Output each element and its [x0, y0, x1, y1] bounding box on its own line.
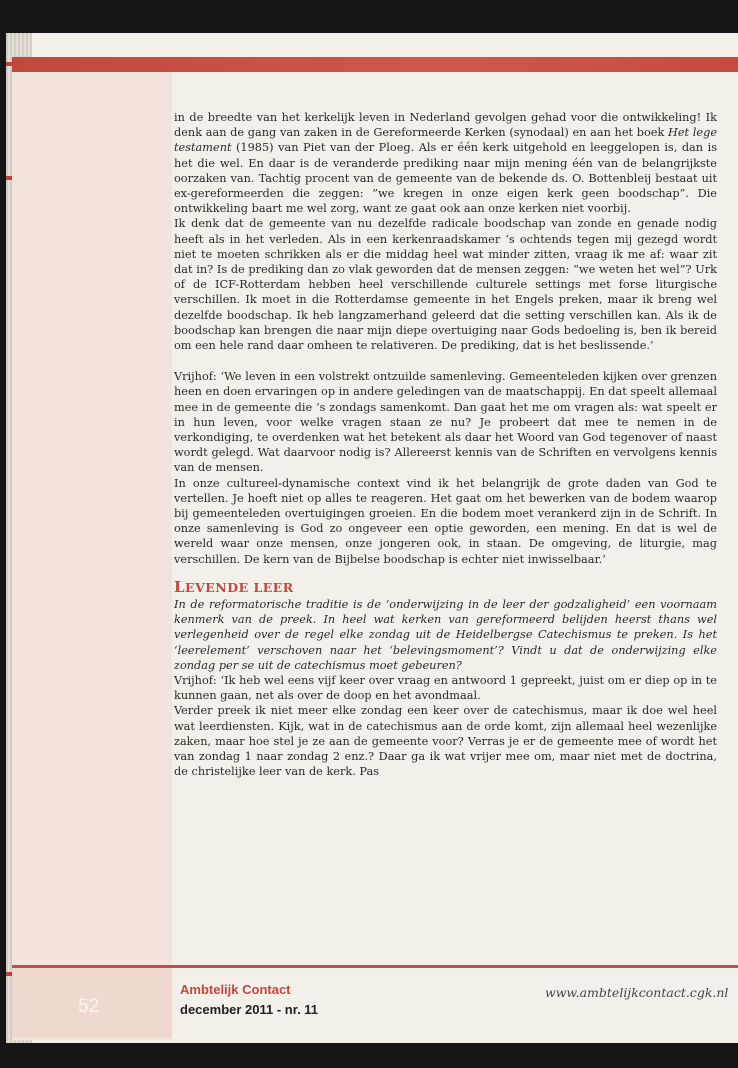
paragraph: Vrijhof: ‘Ik heb wel eens vijf keer over vraag en antwoord 1 gepreekt, juist om er diep op in te kunnen gaan, net als over de doop en het avondmaal.	[174, 673, 717, 703]
magazine-name: Ambtelijk Contact	[180, 982, 291, 997]
paragraph: Vrijhof: ‘We leven in een volstrekt ontzuilde samenleving. Gemeenteleden kijken over grenzen heen en doen ervaringen op in andere geledingen van de maatschappij. En dat speelt allemaal mee in de gemeente die ‘s zondags samenkomt. Dan gaat het me om vragen als: wat speelt er in hun leven, voor welke vragen staan ze nu? Je probeert dat mee te nemen in de verkondiging, te overdenken wat het betekent als daar het Woord van God tegenover of naast wordt gelegd. Wat daarvoor nodig is? Allereerst kennis van de Schriften en vervolgens kennis van de mensen.	[174, 370, 717, 475]
issue-label: december 2011 - nr. 11	[180, 1002, 319, 1017]
article-body	[174, 110, 717, 779]
interview-question: In de reformatorische traditie is de ‘onderwijzing in de leer der godzaligheid’ een voornaam kenmerk van de preek. In heel wat kerken van gereformeerd belijden heerst thans wel verlegenheid over de regel elke zondag uit de Heidelbergse Catechismus te preken. Is het ‘leerelement’ verschoven naar het ‘belevingsmoment’? Vindt u dat de onderwijzing elke zondag per se uit de catechismus moet gebeuren?	[174, 597, 717, 672]
page-number: 52	[78, 996, 100, 1017]
paragraph: Ik denk dat de gemeente van nu dezelfde radicale boodschap van zonde en genade nodig heeft als in het verleden. Als in een kerkenraadskamer ‘s ochtends tegen mij gezegd wordt niet te moeten schrikken als er die middag heel wat minder zitten, vraag ik me af: waar zit dat in? Is de prediking dan zo vlak geworden dat de mensen zeggen: “we weten het wel”? Urk of de ICF-Rotterdam hebben heel verschillende culturele settings met forse liturgische verschillen. Ik moet in die Rotterdamse gemeente in het Engels preken, maar ik breng wel dezelfde boodschap. Ik heb langzamerhand geleerd dat die setting verschillen kan. Als ik de boodschap kan brengen die naar mijn diepe overtuiging naar Gods bedoeling is, ben ik bereid om een hele rand daar omheen te relativeren. De prediking, dat is het beslissende.’	[174, 217, 717, 353]
paragraph: in de breedte van het kerkelijk leven in Nederland gevolgen gehad voor die ontwikkeling! Ik denk aan de gang van zaken in de Gereformeerde Kerken (synodaal) en aan het boek Het lege testament (1985) van Piet van der Ploeg. Als er één kerk uitgehold en leeggelopen is, dan is het die wel. En daar is de veranderde prediking naar mijn mening één van de belangrijkste oorzaken van. Tachtig procent van de gemeente van de bekende ds. O. Bottenbleij bestaat uit ex-gereformeerden die zeggen: ”we kregen in onze eigen kerk geen boodschap”. Die ontwikkeling baart me wel zorg, want ze gaat ook aan onze kerken niet voorbij.	[174, 111, 717, 216]
paragraph: Verder preek ik niet meer elke zondag een keer over de catechismus, maar ik doe wel heel wat leerdiensten. Kijk, wat in de catechismus aan de orde komt, zijn allemaal heel wezenlijke zaken, maar hoe stel je ze aan de gemeente voor? Verras je er de gemeente mee of wordt het van zondag 1 naar zondag 2 enz.? Daar ga ik wat vrijer mee om, maar niet met de doctrina, de christelijke leer van de kerk. Pas	[174, 704, 717, 779]
header-color-band	[12, 57, 738, 72]
paragraph: In onze cultureel-dynamische context vind ik het belangrijk de grote daden van God te vertellen. Je hoeft niet op alles te reageren. Het gaat om het bewerken van de bodem waarop bij gemeenteleden overtuigingen groeien. En die bodem moet verankerd zijn in de Schrift. In onze samenleving is God zo ongeveer een optie geworden, een mening. En dat is wel de wereld waar onze mensen, onze jongeren ook, in staan. De omgeving, de liturgie, mag verschillen. De kern van de Bijbelse boodschap is echter niet inwisselbaar.’	[174, 476, 717, 566]
book-title: Het lege testament	[174, 126, 717, 155]
left-margin-band	[12, 72, 172, 1040]
website-link[interactable]: www.ambtelijkcontact.cgk.nl	[545, 985, 729, 1000]
section-heading: LEVENDE LEER	[174, 577, 294, 596]
